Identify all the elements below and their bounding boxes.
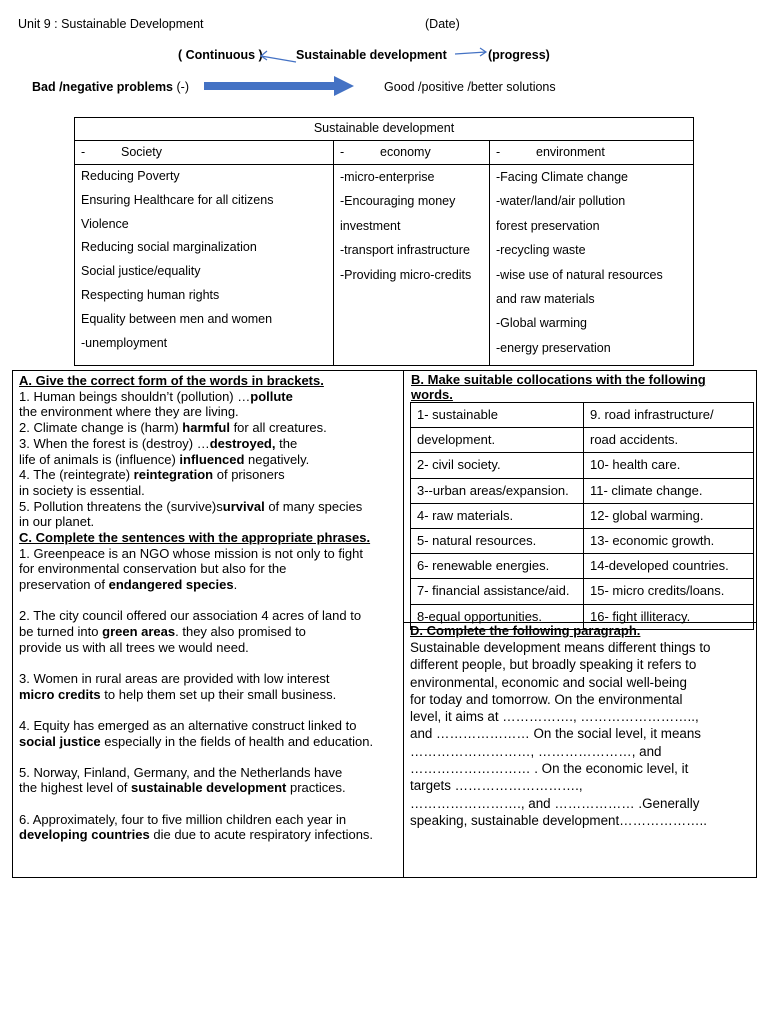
list-item: -Providing micro-credits bbox=[340, 267, 472, 282]
bad-row bbox=[32, 80, 189, 94]
paragraph-line: speaking, sustainable development……………….. bbox=[410, 812, 707, 828]
collocation-cell: 2- civil society. bbox=[411, 453, 584, 478]
table-row bbox=[411, 428, 754, 453]
good-label: Good /positive /better solutions bbox=[384, 80, 556, 94]
collocation-cell: 9. road infrastructure/ bbox=[584, 403, 754, 428]
exercise-line: 1. Greenpeace is an NGO whose mission is not only to fight bbox=[19, 545, 363, 561]
collocation-cell: development. bbox=[411, 428, 584, 453]
answer-text: developing countries bbox=[19, 827, 150, 843]
paragraph-line: ……………………… . On the economic level, it bbox=[410, 761, 689, 777]
exercise-line: 3. When the forest is (destroy) …destroyed, the bbox=[19, 435, 298, 451]
center-label: Sustainable development bbox=[296, 48, 447, 62]
answer-text: influenced bbox=[179, 451, 245, 467]
answer-text: pollute bbox=[250, 388, 293, 404]
exercise-line: 1. Human beings shouldn’t (pollution) …pollute bbox=[19, 388, 293, 404]
exercise-line: 5. Pollution threatens the (survive)survival of many species bbox=[19, 498, 363, 514]
exercise-line: the highest level of sustainable development practices. bbox=[19, 780, 346, 796]
table-row bbox=[411, 554, 754, 579]
environment-cell bbox=[490, 165, 694, 366]
long-arrow-icon bbox=[204, 75, 356, 97]
section-d bbox=[403, 622, 757, 878]
paragraph-line: targets ………………………., bbox=[410, 778, 583, 794]
paragraph-line: level, it aims at ……………., …………………….., bbox=[410, 709, 699, 725]
section-c bbox=[19, 530, 403, 843]
list-item: -Global warming bbox=[496, 316, 588, 331]
list-item: Social justice/equality bbox=[81, 264, 201, 279]
bad-label: Bad /negative problems bbox=[32, 80, 174, 94]
exercise-line: the environment where they are living. bbox=[19, 404, 239, 420]
section-a-title: A. Give the correct form of the words in brackets. bbox=[19, 373, 324, 388]
answer-text: green areas bbox=[102, 624, 176, 640]
exercise-line: micro credits to help them set up their small business. bbox=[19, 686, 337, 702]
collocation-cell: 13- economic growth. bbox=[584, 528, 754, 553]
section-c-title: C. Complete the sentences with the appropriate phrases. bbox=[19, 530, 371, 546]
society-cell bbox=[75, 165, 334, 366]
table-row bbox=[411, 503, 754, 528]
collocation-cell: 14-developed countries. bbox=[584, 554, 754, 579]
exercise-line: 6. Approximately, four to five million children each year in bbox=[19, 811, 347, 827]
list-item bbox=[19, 718, 403, 749]
exercise-line: for environmental conservation but also for the bbox=[19, 561, 287, 577]
table-row bbox=[411, 478, 754, 503]
list-item bbox=[19, 812, 403, 843]
collocation-cell: 7- financial assistance/aid. bbox=[411, 579, 584, 604]
section-b-title: B. Make suitable collocations with the following words. bbox=[411, 372, 706, 402]
list-item: Respecting human rights bbox=[81, 287, 220, 302]
list-item: Equality between men and women bbox=[81, 311, 273, 326]
section-d-title: D. Complete the following paragraph. bbox=[410, 623, 641, 638]
section-a bbox=[19, 373, 403, 530]
answer-text: social justice bbox=[19, 733, 101, 749]
left-arrow-icon bbox=[258, 48, 298, 64]
table-row bbox=[411, 453, 754, 478]
collocation-cell: 10- health care. bbox=[584, 453, 754, 478]
economy-cell bbox=[334, 165, 490, 366]
exercise-line: 3. Women in rural areas are provided with low interest bbox=[19, 670, 330, 686]
collocation-cell: 11- climate change. bbox=[584, 478, 754, 503]
answer-text: reintegration bbox=[133, 467, 214, 483]
list-item: Ensuring Healthcare for all citizens bbox=[81, 192, 274, 207]
exercise-line: 2. The city council offered our association 4 acres of land to bbox=[19, 608, 362, 624]
table-row bbox=[411, 403, 754, 428]
exercise-line: provide us with all trees we would need. bbox=[19, 639, 249, 655]
list-item: Reducing social marginalization bbox=[81, 240, 257, 255]
collocation-cell: road accidents. bbox=[584, 428, 754, 453]
unit-title: Unit 9 : Sustainable Development bbox=[18, 17, 204, 31]
exercise-line: life of animals is (influence) influenced negatively. bbox=[19, 451, 310, 467]
exercise-line: 4. Equity has emerged as an alternative construct linked to bbox=[19, 717, 357, 733]
exercise-line: 4. The (reintegrate) reintegration of prisoners bbox=[19, 467, 285, 483]
table-row bbox=[411, 528, 754, 553]
paragraph-line: Sustainable development means different things to bbox=[410, 640, 711, 655]
answer-text: urvival bbox=[222, 498, 265, 514]
list-item: -wise use of natural resources bbox=[496, 267, 663, 282]
exercises-left-box bbox=[12, 370, 404, 878]
table-row bbox=[411, 579, 754, 604]
paragraph-line: and ………………… On the social level, it means bbox=[410, 726, 701, 742]
answer-text: micro credits bbox=[19, 686, 101, 702]
collocation-cell: 12- global warming. bbox=[584, 503, 754, 528]
paragraph-line: different people, but broadly speaking it refers to bbox=[410, 657, 697, 673]
answer-text: sustainable development bbox=[131, 780, 287, 796]
answer-text: endangered species bbox=[108, 577, 234, 593]
progress-label: (progress) bbox=[488, 48, 550, 62]
list-item: -Facing Climate change bbox=[496, 170, 629, 184]
exercise-line: social justice especially in the fields of health and education. bbox=[19, 733, 374, 749]
exercise-line: 5. Norway, Finland, Germany, and the Netherlands have bbox=[19, 764, 343, 780]
exercise-line: developing countries die due to acute respiratory infections. bbox=[19, 827, 374, 843]
list-item: forest preservation bbox=[496, 218, 600, 233]
column-header-environment: - environment bbox=[490, 141, 694, 165]
paragraph-line: ………………………, …………………, and bbox=[410, 743, 662, 759]
date-label: (Date) bbox=[425, 17, 460, 31]
exercise-line: be turned into green areas. they also promised to bbox=[19, 624, 306, 640]
list-item: investment bbox=[340, 218, 401, 233]
answer-text: destroyed, bbox=[209, 435, 276, 451]
paragraph-line: for today and tomorrow. On the environmental bbox=[410, 691, 683, 707]
list-item bbox=[19, 608, 403, 655]
collocation-cell: 5- natural resources. bbox=[411, 528, 584, 553]
list-item bbox=[19, 765, 403, 796]
table-title: Sustainable development bbox=[75, 118, 694, 141]
list-item: -energy preservation bbox=[496, 340, 611, 355]
paragraph-line: environmental, economic and social well-being bbox=[410, 674, 687, 690]
exercise-line: in our planet. bbox=[19, 514, 95, 530]
collocation-cell: 6- renewable energies. bbox=[411, 554, 584, 579]
exercise-line: in society is essential. bbox=[19, 482, 145, 498]
list-item bbox=[19, 546, 403, 593]
answer-text: harmful bbox=[182, 420, 230, 436]
collocation-cell: 1- sustainable bbox=[411, 403, 584, 428]
column-header-economy: - economy bbox=[334, 141, 490, 165]
list-item: -water/land/air pollution bbox=[496, 194, 626, 209]
list-item: and raw materials bbox=[496, 291, 595, 306]
exercise-line: preservation of endangered species. bbox=[19, 577, 238, 593]
list-item: -transport infrastructure bbox=[340, 243, 470, 258]
collocations-table bbox=[410, 402, 754, 630]
column-header-society: - Society bbox=[75, 141, 334, 165]
list-item: -unemployment bbox=[81, 335, 168, 350]
bad-sign: (-) bbox=[176, 80, 189, 94]
paragraph-line: ……………………., and ……………… .Generally bbox=[410, 795, 700, 811]
list-item: Violence bbox=[81, 216, 129, 231]
exercise-line: 2. Climate change is (harm) harmful for all creatures. bbox=[19, 420, 327, 436]
right-arrow-icon bbox=[454, 46, 490, 60]
collocation-cell: 15- micro credits/loans. bbox=[584, 579, 754, 604]
collocation-cell: 3--urban areas/expansion. bbox=[411, 478, 584, 503]
sustainable-development-table bbox=[74, 117, 694, 366]
list-item: Reducing Poverty bbox=[81, 169, 180, 183]
list-item: -recycling waste bbox=[496, 243, 586, 258]
collocation-cell: 8-equal opportunities. bbox=[411, 604, 584, 629]
collocation-cell: 4- raw materials. bbox=[411, 503, 584, 528]
list-item bbox=[19, 671, 403, 702]
list-item: -Encouraging money bbox=[340, 194, 456, 209]
section-b bbox=[403, 370, 757, 623]
list-item: -micro-enterprise bbox=[340, 170, 435, 184]
continuous-label: ( Continuous ) bbox=[178, 48, 263, 62]
collocation-cell: 16- fight illiteracy. bbox=[584, 604, 754, 629]
